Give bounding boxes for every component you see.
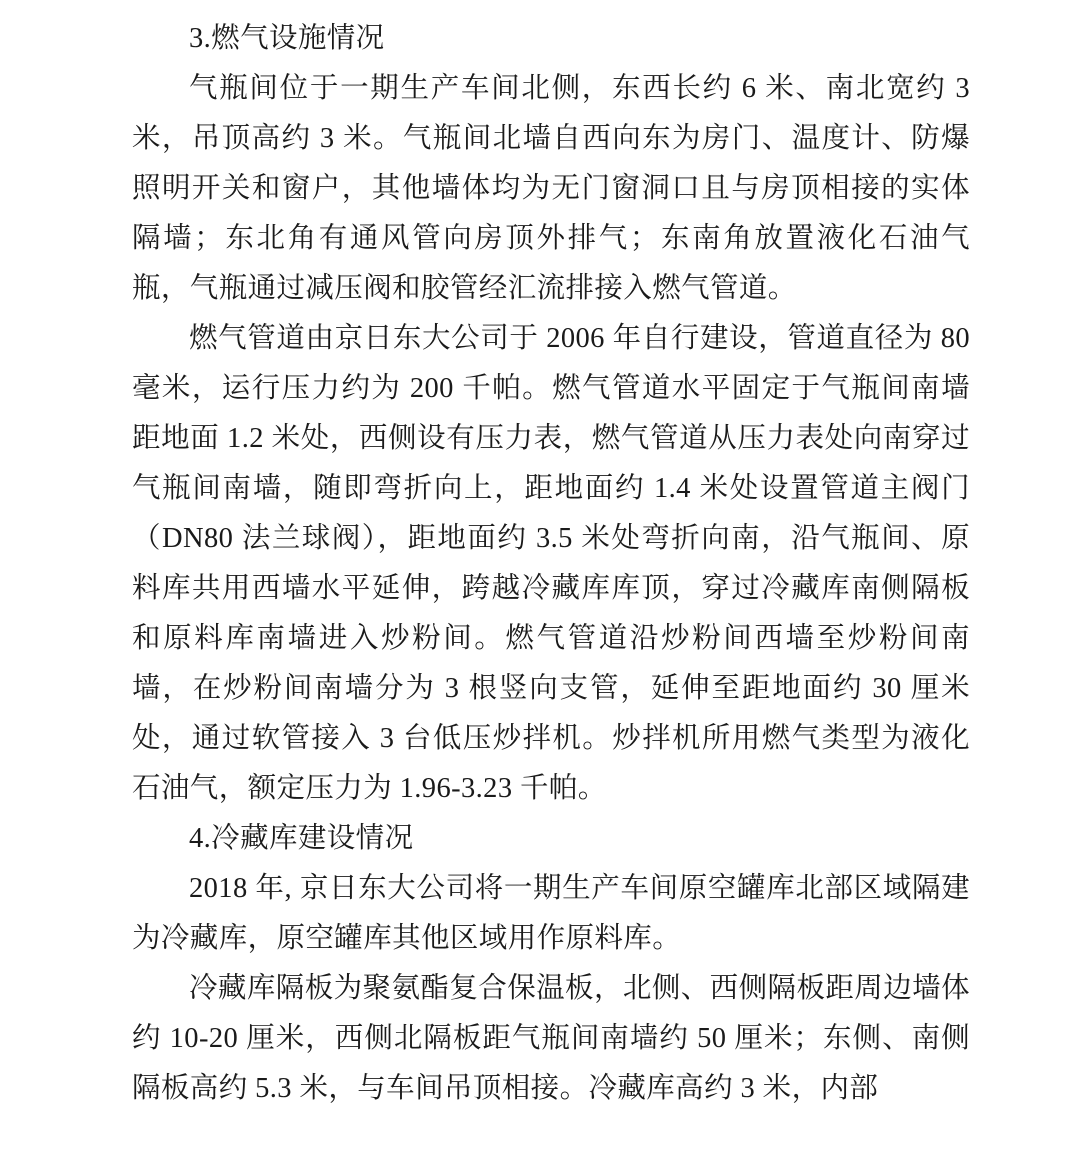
section-heading-3: 3.燃气设施情况 [189,23,385,54]
paragraph-cold-store-build: 2018 年, 京日东大公司将一期生产车间原空罐库北部区域隔建为冷藏库，原空罐库其他区域用作原料库。 [132,873,970,954]
paragraph-gas-room: 气瓶间位于一期生产车间北侧，东西长约 6 米、南北宽约 3 米，吊顶高约 3 米。气瓶间北墙自西向东为房门、温度计、防爆照明开关和窗户，其他墙体均为无门窗洞口且与房顶相接的实体隔墙；东北角有通风管向房顶外排气；东南角放置液化石油气瓶，气瓶通过减压阀和胶管经汇流排接入燃气管道。 [132,73,970,304]
paragraph-cold-store-panel: 冷藏库隔板为聚氨酯复合保温板，北侧、西侧隔板距周边墙体约 10-20 厘米，西侧北隔板距气瓶间南墙约 50 厘米；东侧、南侧隔板高约 5.3 米，与车间吊顶相接。冷藏库高约 3 米，内部 [132,973,970,1104]
paragraph-gas-pipe: 燃气管道由京日东大公司于 2006 年自行建设，管道直径为 80 毫米，运行压力约为 200 千帕。燃气管道水平固定于气瓶间南墙距地面 1.2 米处，西侧设有压力表，燃气管道从压力表处向南穿过气瓶间南墙，随即弯折向上，距地面约 1.4 米处设置管道主阀门（DN80 法兰球阀），距地面约 3.5 米处弯折向南，沿气瓶间、原料库共用西墙水平延伸，跨越冷藏库库顶，穿过冷藏库南侧隔板和原料库南墙进入炒粉间。燃气管道沿炒粉间西墙至炒粉间南墙，在炒粉间南墙分为 3 根竖向支管，延伸至距地面约 30 厘米处，通过软管接入 3 台低压炒拌机。炒拌机所用燃气类型为液化石油气，额定压力为 1.96-3.23 千帕。 [132,323,970,804]
document-body [132,14,970,1114]
section-heading-4: 4.冷藏库建设情况 [189,823,414,854]
